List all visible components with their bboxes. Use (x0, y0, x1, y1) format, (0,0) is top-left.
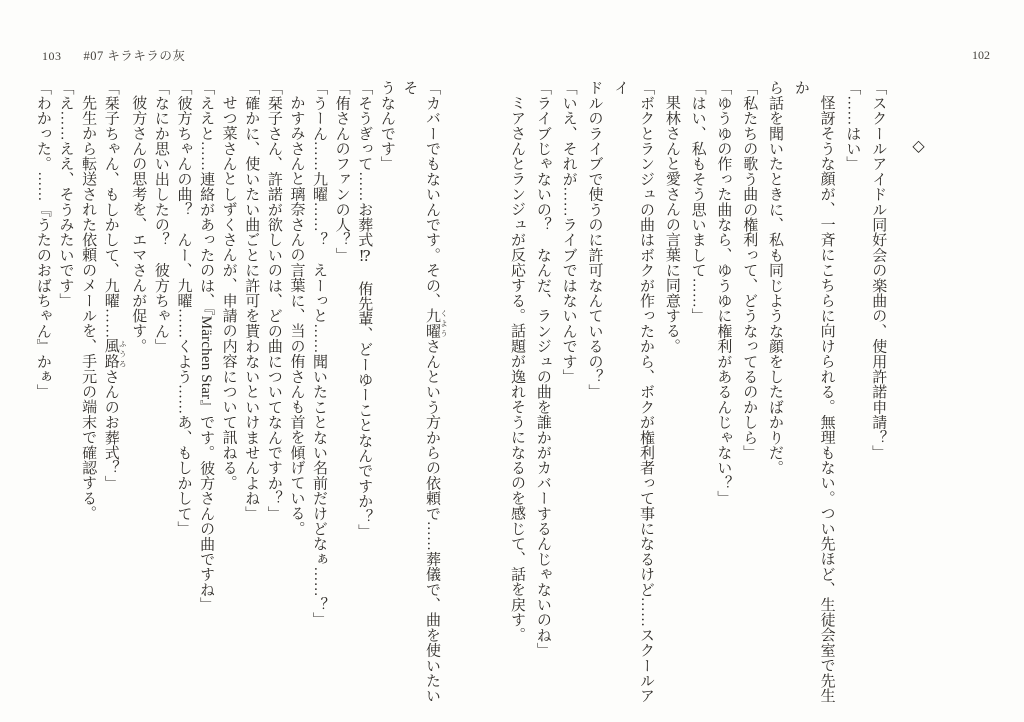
left-page-text-block (31, 80, 448, 714)
text-line: 「スクールアイドル同好会の楽曲の、使用許諾申請？」 (870, 80, 887, 460)
text-line: 「彼方ちゃんの曲？ んー、九曜……くよう……あ、もしかして」 (175, 80, 192, 536)
text-line: 「え……ええ、そうみたいです」 (57, 80, 74, 308)
text-line: 「ライブじゃないの？ なんだ、ランジュの曲を誰かがカバーするんじゃないのね」 (534, 80, 551, 658)
text-line: ら話を聞いたときに、私も同じような顔をしたばかりだ。 (767, 80, 784, 476)
text-line: 「わかった。……『うたのおばちゃん』かぁ」 (34, 80, 51, 400)
text-line: 「侑さんのファンの人？」 (333, 80, 350, 263)
text-line: ミアさんとランジュが反応する。話題が逸れそうになるのを感じて、話を戻す。 (509, 95, 526, 643)
text-line: 「いえ、それが……ライブではないんです」 (560, 80, 577, 384)
text-line: 「カバーでもないんです。その、九曜 くようさんという方からの依頼で……葬儀で、曲を使いたいそ (401, 80, 449, 704)
text-line: 「ゆうゆの作った曲なら、ゆうゆに権利があるんじゃない？」 (715, 80, 732, 506)
right-page-text-block (503, 80, 930, 714)
text-line: うなんです」 (378, 80, 395, 172)
text-line: 「確かに、使いたい曲ごとに許可を貰わないといけませんよね」 (243, 80, 260, 521)
text-line: ドルのライブで使うのに許可なんているの？」 (586, 80, 603, 400)
text-line: 「なにか思い出したの？ 彼方ちゃん」 (152, 80, 169, 354)
section-divider: ◇ (909, 136, 926, 156)
text-line: 果林さんと愛さんの言葉に同意する。 (663, 95, 680, 354)
text-line: 「うーん……九曜……？ えーっと……聞いたことない名前だけどなぁ……？」 (311, 80, 328, 628)
left-page-number: 103 (42, 49, 62, 63)
ruby-annotated-word: 風路 ふうろ (102, 338, 128, 369)
text-line: 怪訝そうな顔が、一斉にこちらに向けられる。無理もない。つい先ほど、生徒会室で先生か (792, 80, 835, 703)
text-line: せつ菜さんとしずくさんが、申請の内容について訊ねる。 (220, 95, 237, 491)
text-line: 「栞子さん、許諾が欲しいのは、どの曲についてなんですか？」 (265, 80, 282, 521)
left-page-running-head (42, 46, 185, 64)
text-line: かすみさんと璃奈さんの言葉に、当の侑さんも首を傾げている。 (288, 95, 305, 536)
chapter-title: #07 キラキラの灰 (83, 49, 186, 63)
text-line: 「そうぎって……お葬式⁉ 侑先輩、どーゆーことなんですか？」 (356, 80, 373, 539)
text-line: 先生から転送された依頼のメールを、手元の端末で確認する。 (80, 95, 97, 521)
text-line: 「……はい」 (844, 80, 861, 172)
text-line: 「ボクとランジュの曲はボクが作ったから、ボクが権利者って事になるけど……スクールアイ (612, 80, 655, 704)
right-page-number: 102 (972, 48, 990, 62)
text-line: 「私たちの歌う曲の権利って、どうなってるのかしら」 (741, 80, 758, 460)
ruby-annotated-word: 九曜 くよう (424, 308, 449, 339)
text-line: 「栞子ちゃん、もしかして、九曜……風路 ふうろさんのお葬式？」 (102, 80, 128, 491)
text-line: 「ええと……連絡があったのは、『Märchen Star』です。彼方さんの曲ですね」 (198, 80, 215, 613)
text-line: 彼方さんの思考を、エマさんが促す。 (130, 95, 147, 354)
text-line: 「はい、私もそう思いまして……」 (689, 80, 706, 324)
